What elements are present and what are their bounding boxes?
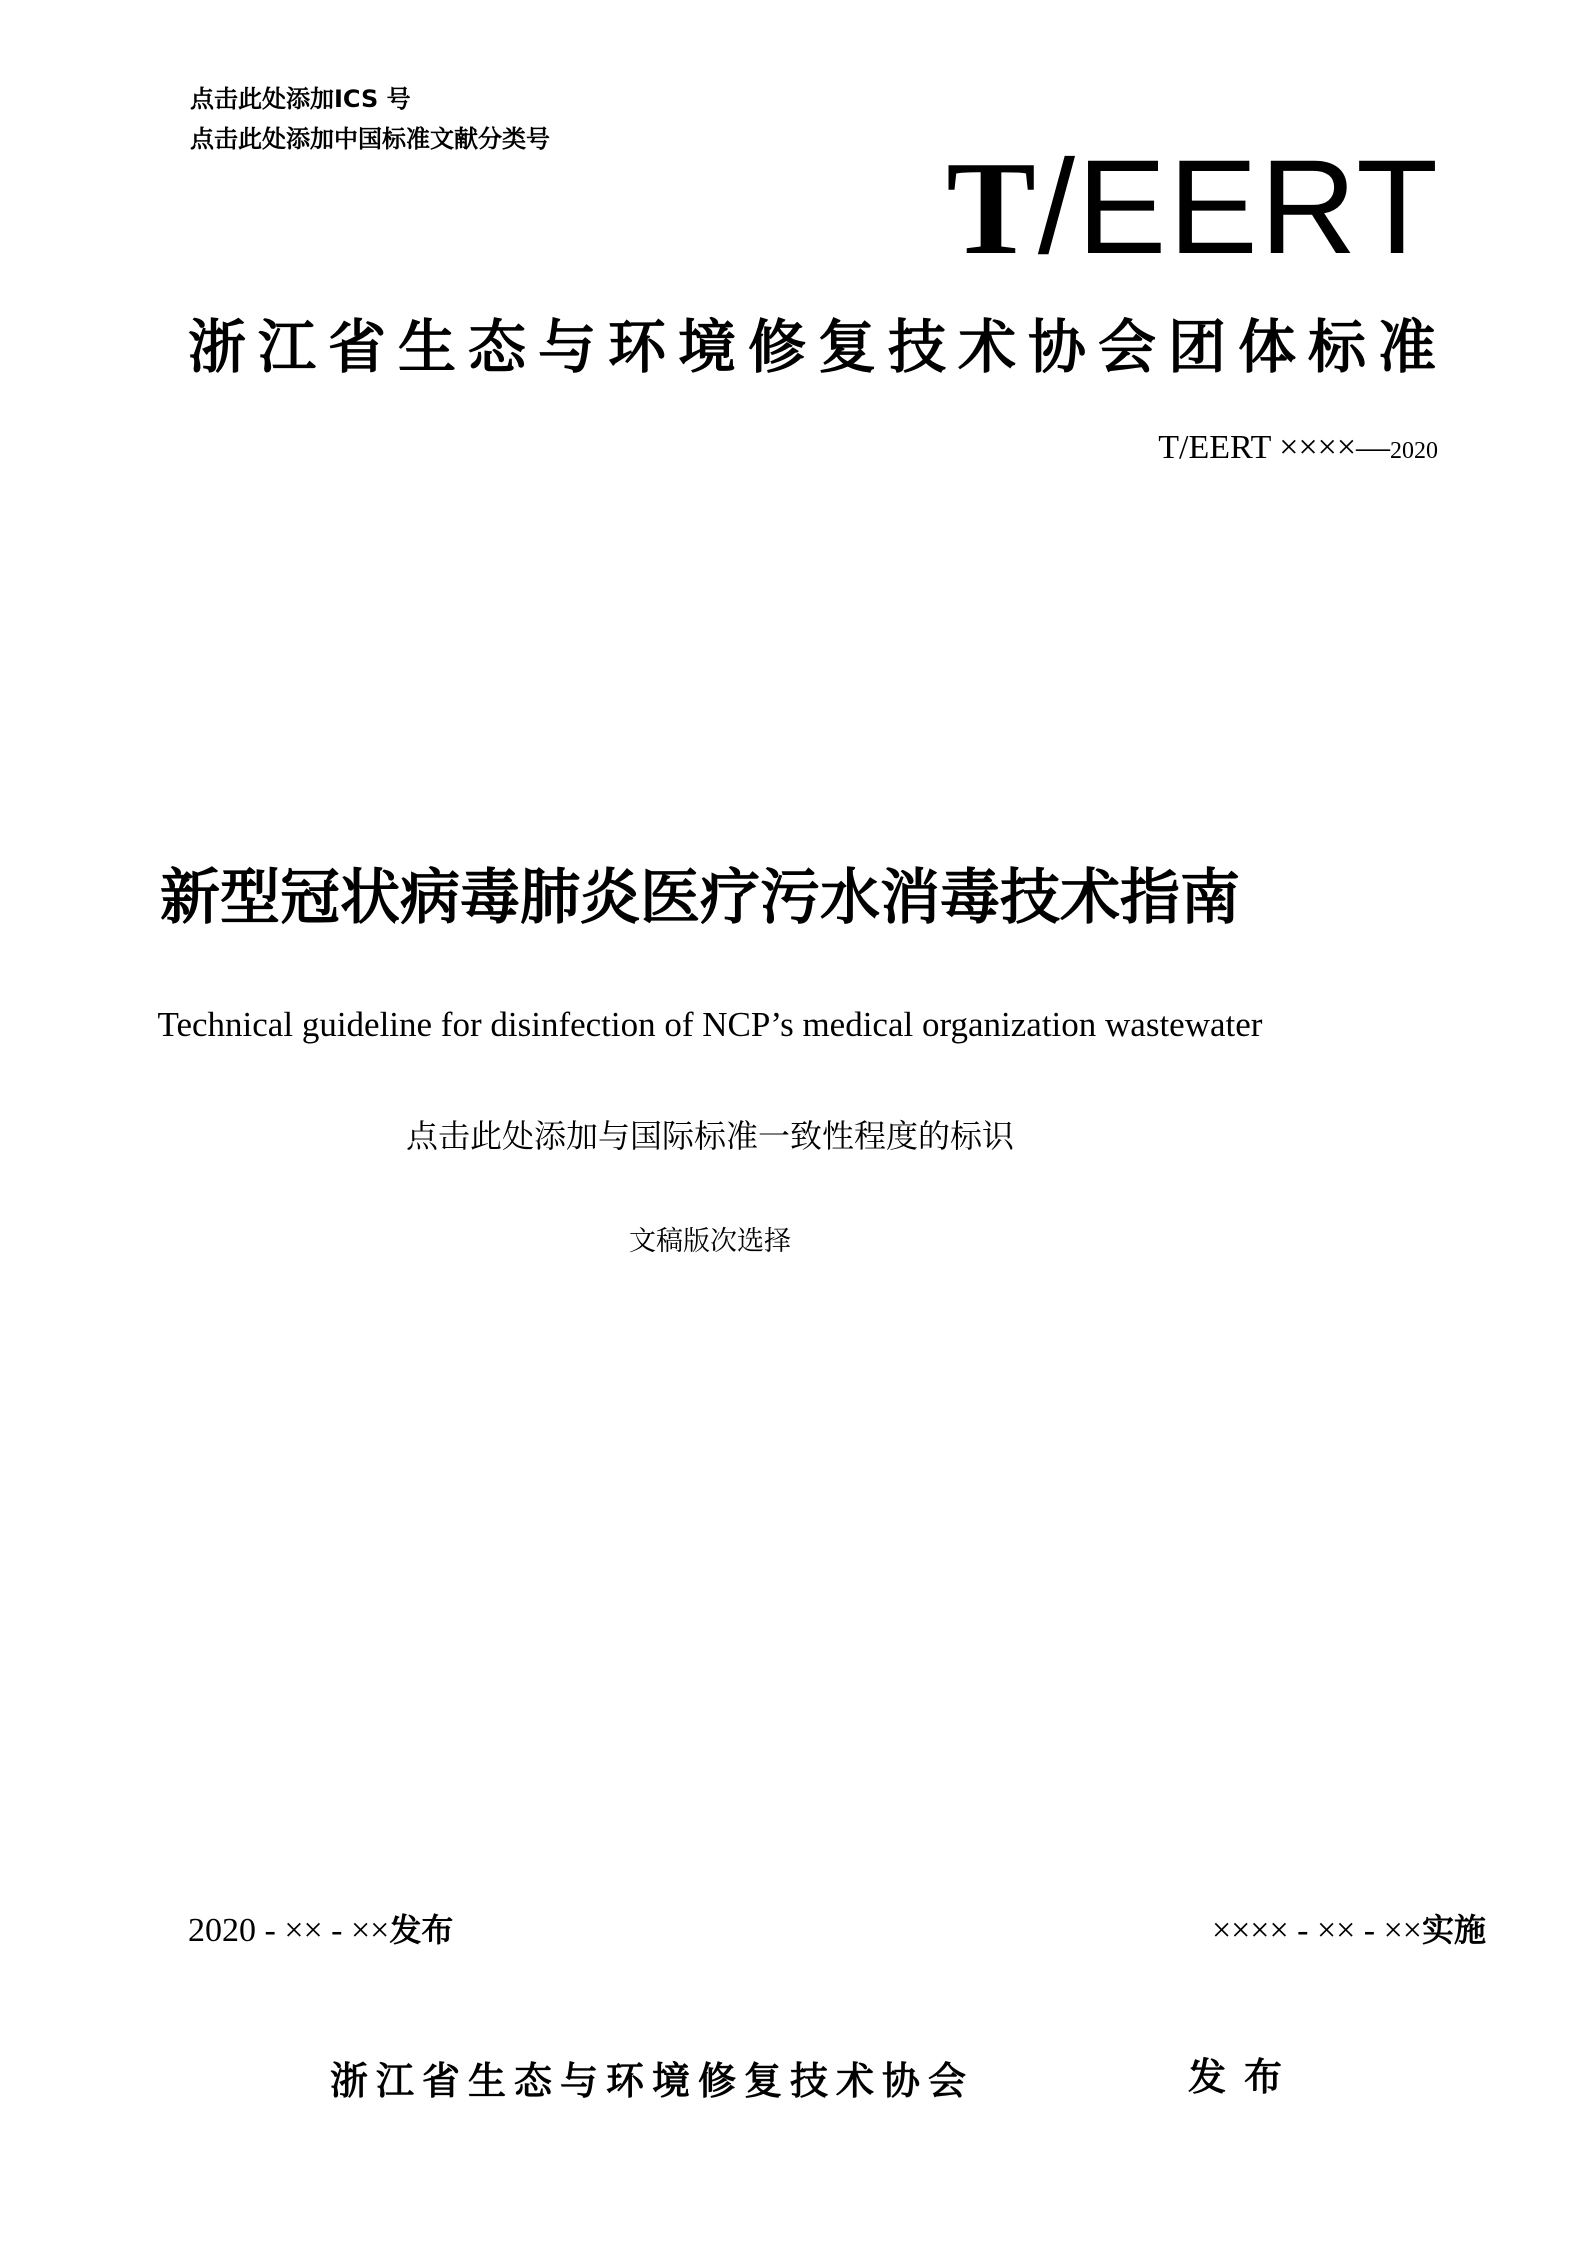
logo-letters-eert: /EERT — [1037, 133, 1440, 282]
logo-letter-t: T — [946, 134, 1038, 282]
consistency-placeholder[interactable]: 点击此处添加与国际标准一致性程度的标识 — [405, 1117, 1014, 1155]
release-label: 发布 — [389, 1911, 454, 1949]
document-title-zh: 新型冠状病毒肺炎医疗污水消毒技术指南 — [160, 863, 1240, 933]
standard-code-logo — [946, 133, 1440, 282]
implement-date-value: ×××× - ×× - ×× — [1211, 1912, 1422, 1949]
org-standard-heading: 浙江省生态与环境修复技术协会团体标准 — [188, 313, 1449, 381]
publisher-name: 浙江省生态与环境修复技术协会 — [330, 2059, 975, 2103]
standard-number-year: 2020 — [1390, 438, 1438, 464]
release-date[interactable] — [188, 1908, 453, 1953]
document-title-en: Technical guideline for disinfection of NCP’s medical organization wastewater — [157, 1005, 1263, 1044]
implement-date[interactable] — [1212, 1908, 1486, 1953]
release-date-value: 2020 - ×× - ×× — [188, 1912, 390, 1949]
implement-label: 实施 — [1421, 1911, 1486, 1949]
publish-word: 发布 — [1188, 2055, 1301, 2099]
standard-number-code: T/EERT ××××— — [1158, 429, 1390, 466]
ics-number-placeholder[interactable]: 点击此处添加ICS 号 — [190, 85, 411, 113]
draft-version-selector[interactable]: 文稿版次选择 — [629, 1226, 791, 1257]
ccs-number-placeholder[interactable]: 点击此处添加中国标准文献分类号 — [190, 125, 550, 153]
standard-number[interactable] — [1158, 428, 1438, 471]
